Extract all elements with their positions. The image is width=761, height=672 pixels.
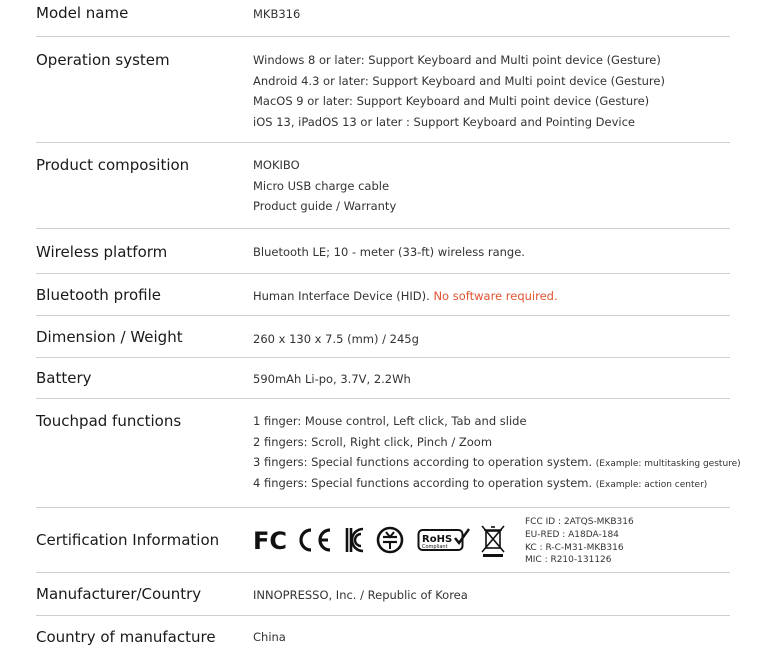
certification-marks <box>253 523 507 557</box>
list-item: Windows 8 or later: Support Keyboard and Multi point device (Gesture) <box>253 53 661 67</box>
example-note: (Example: multitasking gesture) <box>595 459 741 470</box>
list-item-text: 4 fingers: Special functions according to operation system. <box>253 475 593 490</box>
list-item: 2 fingers: Scroll, Right click, Pinch / Zoom <box>253 434 493 449</box>
row-label: Dimension / Weight <box>36 328 183 346</box>
list-item <box>253 473 741 494</box>
row-label: Wireless platform <box>36 243 168 261</box>
row-label: Manufacturer/Country <box>36 585 202 603</box>
row-label: Bluetooth profile <box>36 286 161 304</box>
row-bluetooth-profile <box>36 274 730 316</box>
row-label: Country of manufacture <box>36 628 216 646</box>
row-battery <box>36 358 730 399</box>
row-value: INNOPRESSO, Inc. / Republic of Korea <box>253 588 468 602</box>
list-item: 1 finger: Mouse control, Left click, Tab and slide <box>253 414 527 428</box>
row-certification <box>36 508 730 573</box>
row-touchpad-functions <box>36 399 741 508</box>
row-wireless-platform <box>36 229 730 274</box>
example-note: (Example: action center) <box>595 479 708 490</box>
cert-id-line: EU-RED : A18DA-184 <box>525 529 619 540</box>
row-label: Battery <box>36 369 92 387</box>
row-value: MKB316 <box>253 7 301 21</box>
list-item: iOS 13, iPadOS 13 or later : Support Keyboard and Pointing Device <box>253 114 636 129</box>
row-country-of-manufacture <box>36 616 730 672</box>
no-software-note: No software required. <box>433 289 558 303</box>
row-value: 260 x 130 x 7.5 (mm) / 245g <box>253 332 419 346</box>
row-value-lines <box>253 50 665 132</box>
radio-certification-icon <box>375 524 405 556</box>
kc-mark-icon <box>343 524 365 556</box>
row-value: Bluetooth LE; 10 - meter (33-ft) wireless range. <box>253 245 525 259</box>
rohs-text: RoHS <box>422 534 453 545</box>
row-manufacturer-country <box>36 573 730 616</box>
cert-id-line: KC : R-C-M31-MKB316 <box>525 542 624 553</box>
row-label: Product composition <box>36 156 190 174</box>
row-label: Certification Information <box>36 531 220 549</box>
rohs-subtext: Compliant <box>422 544 448 550</box>
list-item: Micro USB charge cable <box>253 178 390 193</box>
list-item: MOKIBO <box>253 158 300 172</box>
row-model-name <box>36 0 730 37</box>
row-product-composition <box>36 143 730 229</box>
fcc-mark-icon <box>253 524 289 556</box>
row-label: Model name <box>36 4 129 22</box>
row-value-lines <box>253 411 741 493</box>
list-item-text: 3 fingers: Special functions according to operation system. <box>253 455 593 470</box>
list-item: Product guide / Warranty <box>253 199 397 214</box>
ce-mark-icon <box>297 524 333 556</box>
certification-ids <box>525 516 634 567</box>
row-operation-system <box>36 37 730 143</box>
fcc-mark-text: FC <box>253 527 288 555</box>
rohs-compliant-icon <box>417 524 471 556</box>
bluetooth-profile-text: Human Interface Device (HID). <box>253 289 430 303</box>
row-value: China <box>253 630 286 644</box>
row-value: 590mAh Li-po, 3.7V, 2.2Wh <box>253 372 411 386</box>
list-item: MacOS 9 or later: Support Keyboard and Multi point device (Gesture) <box>253 94 650 109</box>
cert-id-line: MIC : R210-131126 <box>525 555 612 566</box>
list-item: Android 4.3 or later: Support Keyboard and Multi point device (Gesture) <box>253 73 665 88</box>
cert-id-line: FCC ID : 2ATQS-MKB316 <box>525 517 634 527</box>
weee-bin-icon <box>479 523 507 557</box>
row-dimension-weight <box>36 316 730 358</box>
row-label: Operation system <box>36 51 170 69</box>
row-value-lines <box>253 155 396 217</box>
row-label: Touchpad functions <box>36 412 182 430</box>
row-value <box>253 286 558 307</box>
list-item <box>253 452 741 473</box>
